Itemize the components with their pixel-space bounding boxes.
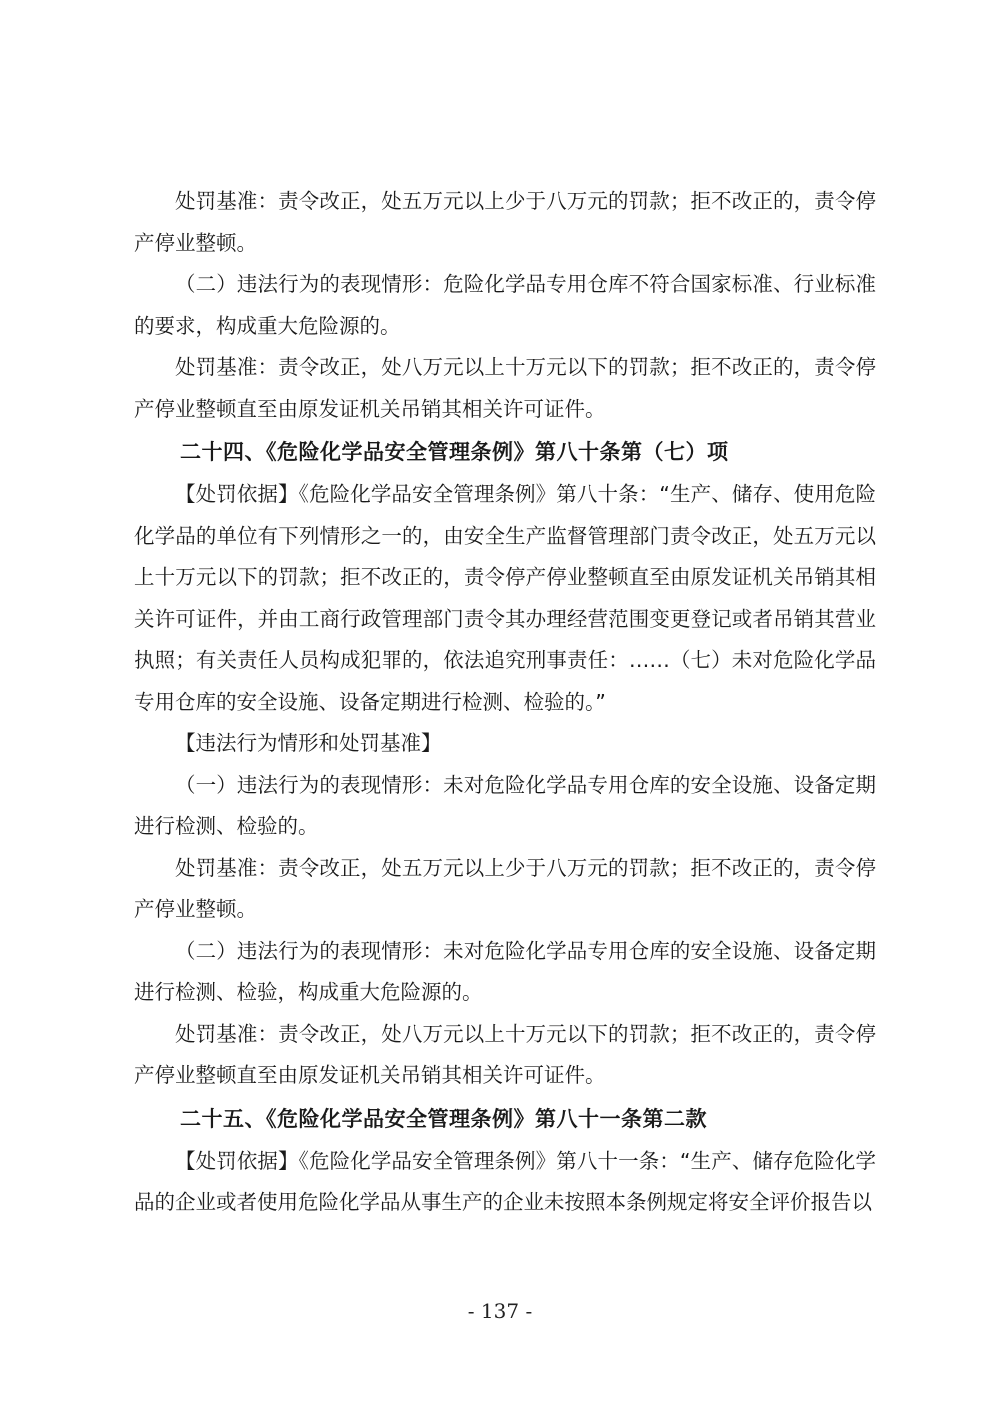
section-heading-25: 二十五、《危险化学品安全管理条例》第八十一条第二款 [180,1105,707,1131]
paragraph-penalty-basis-24: 【处罚依据】《危险化学品安全管理条例》第八十条：“生产、储存、使用危险化学品的单位有下列情形之一的，由安全生产监督管理部门责令改正，处五万元以上十万元以下的罚款；拒不改正的，责令停产停业整顿直至由原发证机关吊销其相关许可证件，并由工商行政管理部门责令其办理经营范围变更登记或者吊销其营业执照；有关责任人员构成犯罪的，依法追究刑事责任：……（七）未对危险化学品专用仓库的安全设施、设备定期进行检测、检验的。” [134,482,876,714]
section-heading-24: 二十四、《危险化学品安全管理条例》第八十条第（七）项 [180,439,729,464]
paragraph-violation-case-1: （一）违法行为的表现情形：未对危险化学品专用仓库的安全设施、设备定期进行检测、检验的。 [134,772,876,838]
paragraph-penalty-standard-4: 处罚基准：责令改正，处八万元以上十万元以下的罚款；拒不改正的，责令停产停业整顿直至由原发证机关吊销其相关许可证件。 [134,1021,876,1087]
paragraph-violation-case-2b: （二）违法行为的表现情形：未对危险化学品专用仓库的安全设施、设备定期进行检测、检验，构成重大危险源的。 [134,938,876,1004]
paragraph-penalty-basis-25: 【处罚依据】《危险化学品安全管理条例》第八十一条：“生产、储存危险化学品的企业或者使用危险化学品从事生产的企业未按照本条例规定将安全评价报告以 [134,1148,876,1214]
page-number: - 137 - [467,1299,533,1323]
paragraph-subheading-violation-standards: 【违法行为情形和处罚基准】 [175,731,442,755]
document-body [134,181,876,1224]
paragraph-penalty-standard-2: 处罚基准：责令改正，处八万元以上十万元以下的罚款；拒不改正的，责令停产停业整顿直至由原发证机关吊销其相关许可证件。 [134,355,876,421]
paragraph-penalty-standard-3: 处罚基准：责令改正，处五万元以上少于八万元的罚款；拒不改正的，责令停产停业整顿。 [134,855,876,921]
paragraph-penalty-standard-1: 处罚基准：责令改正，处五万元以上少于八万元的罚款；拒不改正的，责令停产停业整顿。 [134,189,876,255]
paragraph-violation-case-2: （二）违法行为的表现情形：危险化学品专用仓库不符合国家标准、行业标准的要求，构成重大危险源的。 [134,272,876,338]
